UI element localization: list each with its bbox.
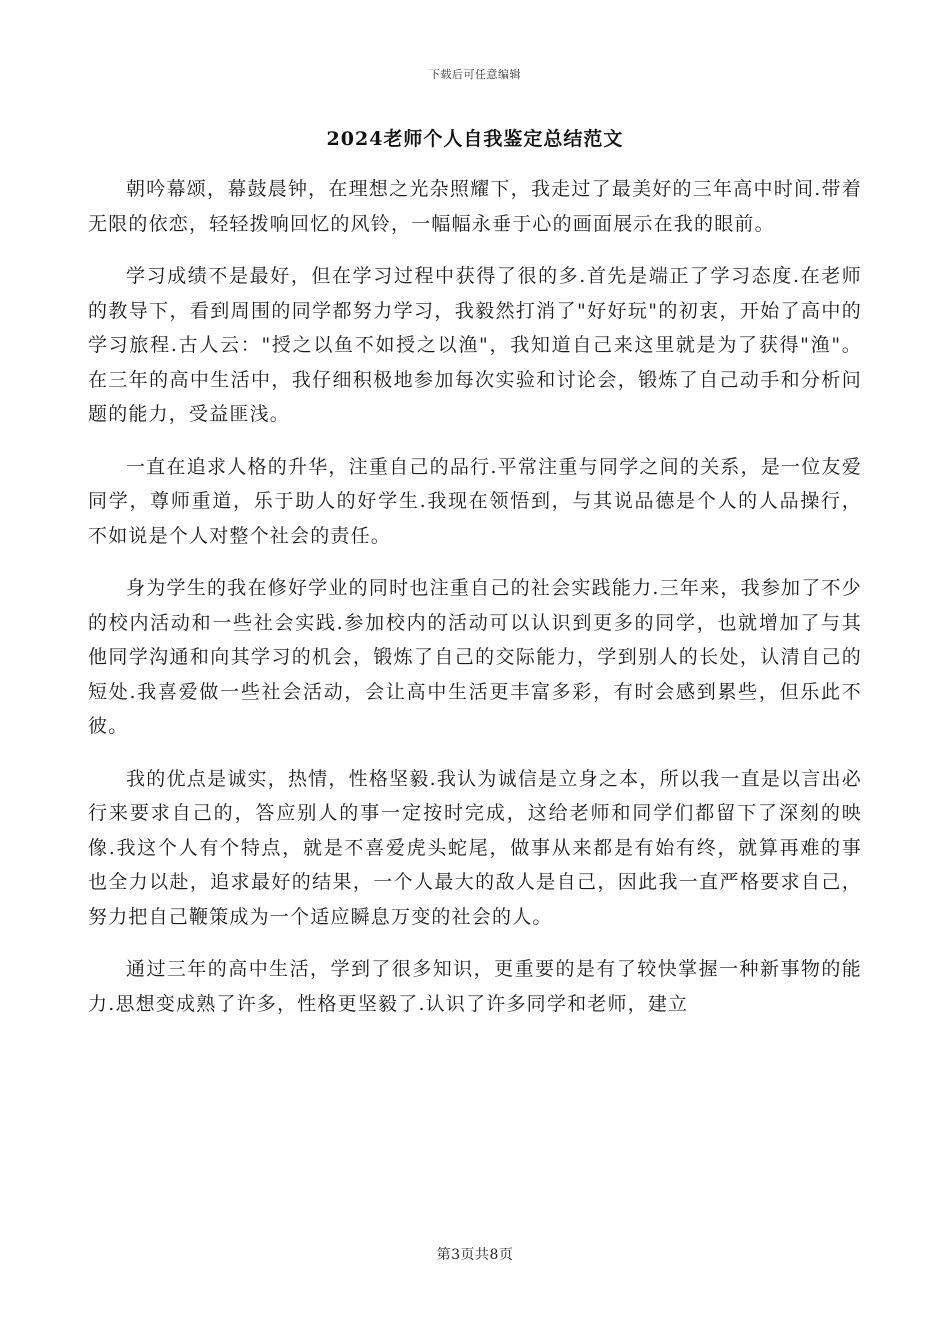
paragraph-1: 朝吟幕颂，幕鼓晨钟，在理想之光杂照耀下，我走过了最美好的三年高中时间.带着无限的依恋，轻轻拨响回忆的风铃，一幅幅永垂于心的画面展示在我的眼前。 [88, 178, 862, 235]
paragraph-3: 一直在追求人格的升华，注重自己的品行.平常注重与同学之间的关系，是一位友爱同学，尊师重道，乐于助人的好学生.我现在领悟到，与其说品德是个人的人品操行，不如说是个人对整个社会的责任。 [88, 455, 862, 547]
paragraph-4: 身为学生的我在修好学业的同时也注重自己的社会实践能力.三年来，我参加了不少的校内活动和一些社会实践.参加校内的活动可以认识到更多的同学，也就增加了与其他同学沟通和向其学习的机会，锻炼了自己的交际能力，学到别人的长处，认清自己的短处.我喜爱做一些社会活动，会让高中生活更丰富多彩，有时会感到累些，但乐此不彼。 [88, 577, 862, 737]
page-number: 第3页共8页 [436, 1247, 514, 1263]
document-title: 2024老师个人自我鉴定总结范文 [326, 128, 624, 150]
paragraph-6: 通过三年的高中生活，学到了很多知识，更重要的是有了较快掌握一种新事物的能力.思想变成熟了许多，性格更坚毅了.认识了许多同学和老师，建立 [88, 958, 862, 1015]
header-note: 下载后可任意编辑 [429, 68, 521, 81]
document-body [88, 172, 862, 1039]
paragraph-2: 学习成绩不是最好，但在学习过程中获得了很的多.首先是端正了学习态度.在老师的教导下，看到周围的同学都努力学习，我毅然打消了"好好玩"的初衷，开始了高中的学习旅程.古人云："授之以鱼不如授之以渔"，我知道自己来这里就是为了获得"渔"。在三年的高中生活中，我仔细积极地参加每次实验和讨论会，锻炼了自己动手和分析问题的能力，受益匪浅。 [88, 265, 862, 425]
paragraph-5: 我的优点是诚实，热情，性格坚毅.我认为诚信是立身之本，所以我一直是以言出必行来要求自己的，答应别人的事一定按时完成，这给老师和同学们都留下了深刻的映像.我这个人有个特点，就是不喜爱虎头蛇尾，做事从来都是有始有终，就算再难的事也全力以赴，追求最好的结果，一个人最大的敌人是自己，因此我一直严格要求自己，努力把自己鞭策成为一个适应瞬息万变的社会的人。 [88, 767, 862, 928]
